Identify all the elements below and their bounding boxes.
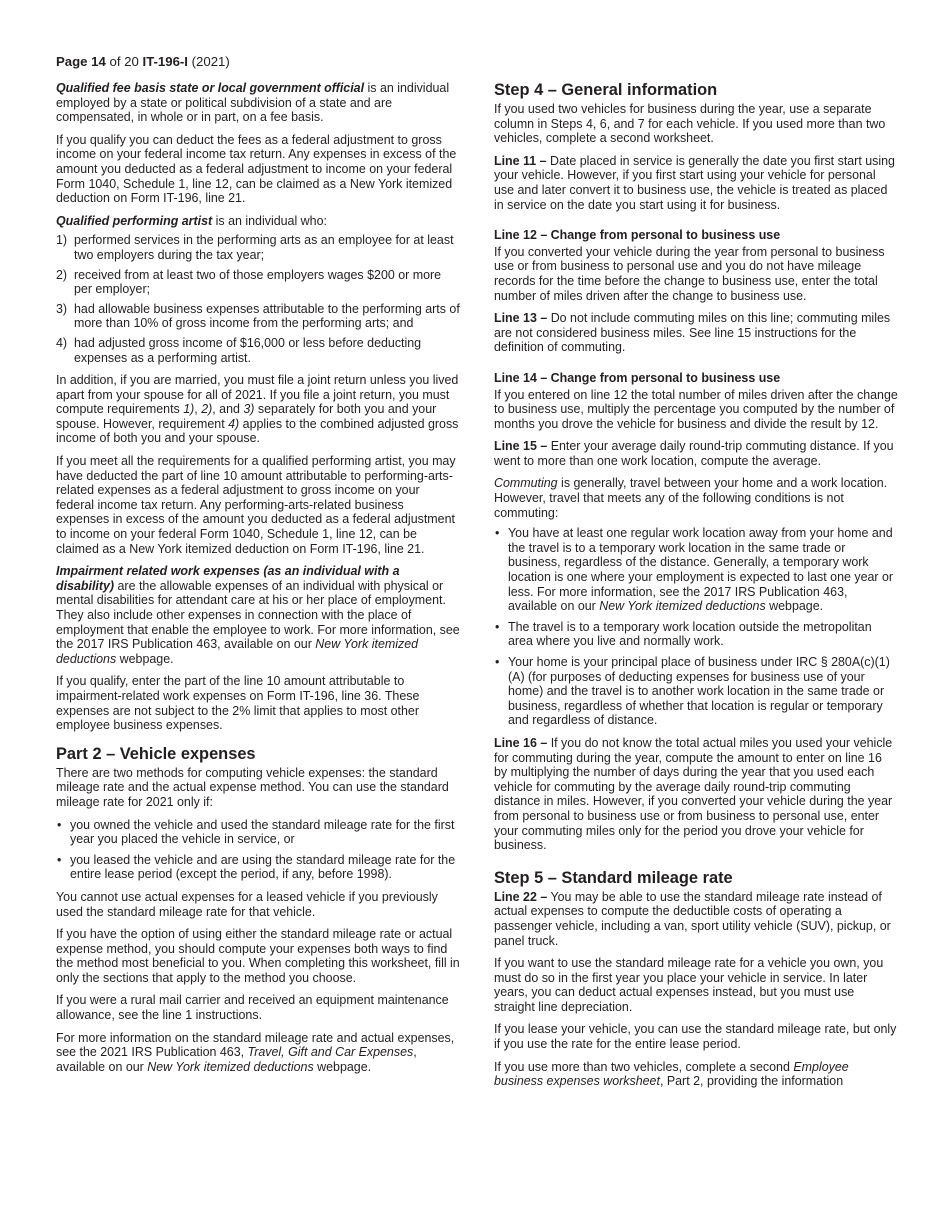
list-marker: 3) — [56, 301, 68, 316]
bullet-marker: • — [57, 817, 62, 832]
more-info-text: webpage. — [313, 1059, 372, 1074]
part2-conditions-list — [56, 818, 460, 882]
step4-intro-paragraph: If you used two vehicles for business during the year, use a separate column in Steps 4, 6, and 7 for each vehicle. If you used more than two vehicles, complete a second worksheet. — [494, 102, 886, 146]
list-marker: 2) — [56, 267, 68, 282]
form-id: IT-196-I — [142, 54, 188, 69]
married-paragraph — [56, 373, 460, 446]
line22-paragraph — [494, 890, 898, 948]
more-info-text: For more information on the standard mileage rate and actual expenses, see the 2021 IRS Publication 463, — [56, 1030, 455, 1060]
commuting-exceptions-list — [494, 526, 898, 728]
bullet-marker: • — [495, 619, 500, 634]
irwe-qualify-paragraph: If you qualify, enter the part of the line 10 amount attributable to impairment-related work expenses on Form IT-196, line 36. These expenses are not subject to the 2% limit that applies to most other employee business expenses. — [56, 674, 420, 733]
line15-paragraph — [494, 439, 898, 468]
qpa-requirements-list — [56, 233, 460, 365]
qfb-qualify-paragraph: If you qualify you can deduct the fees as a federal adjustment to gross income on your federal income tax return. Any expenses in excess of the amount you deducted as a federal adjustment to income on your federal Form 1040, Schedule 1, line 12, can be claimed as a New York itemized deduction on Form IT-196, line 21. — [56, 132, 457, 206]
list-item — [56, 336, 460, 365]
qpa-meet-paragraph: If you meet all the requirements for a qualified performing artist, you may have deducted the part of line 10 amount attributable to performing-arts-related expenses as a federal adjustment to gross income on your federal income tax return. Any performing-arts-related business expenses in excess of the amount you deducted as a federal adjustment to income on your federal Form 1040, Schedule 1, line 12, can be claimed as a New York itemized deduction on Form IT-196, line 21. — [56, 454, 456, 556]
line13-label: Line 13 – — [494, 311, 548, 326]
line16-label: Line 16 – — [494, 735, 548, 750]
more-vehicles-text: If you use more than two vehicles, complete a second — [494, 1059, 794, 1074]
list-item — [56, 853, 460, 882]
list-item-text: webpage. — [765, 599, 824, 614]
part2-heading: Part 2 – Vehicle expenses — [56, 744, 256, 763]
ny-itemized-deductions-reference: New York itemized deductions — [56, 637, 419, 666]
list-item-text: You have at least one regular work location away from your home and the travel is to a temporary work location in the same trade or business, regardless of the distance. Generally, a temporary work location is one where your employment is expected to last one year or less. For more information, see the 2017 IRS Publication 463, available on our — [508, 526, 894, 614]
qpa-text: is an individual who: — [212, 213, 327, 228]
irwe-term: Impairment related work expenses (as an individual with a disability) — [56, 564, 400, 593]
line16-paragraph — [494, 736, 898, 853]
part2-rural-paragraph: If you were a rural mail carrier and received an equipment maintenance allowance, see the line 1 instructions. — [56, 993, 449, 1023]
page-number: Page 14 — [56, 54, 106, 69]
list-item-text: Your home is your principal place of business under IRC § 280A(c)(1)(A) (for purposes of deducting expenses for business use of your home) and the travel is to another work location in the same trade or business, regardless of whether that location is regular or temporary and regardless of distance. — [508, 655, 890, 728]
part2-intro-paragraph: There are two methods for computing vehicle expenses: the standard mileage rate and the actual expense method. You can use the standard mileage rate for 2021 only if: — [56, 765, 449, 809]
part2-option-paragraph: If you have the option of using either the standard mileage rate or actual expense method, you should compute your expenses both ways to find the method most beneficial to you. When completing this worksheet, fill in only the sections that apply to the method you choose. — [56, 927, 460, 985]
married-text: separately for both you and your spouse. However, requirement — [56, 402, 437, 431]
requirement-ref: 2) — [201, 402, 213, 417]
list-item — [56, 818, 460, 847]
step4-heading: Step 4 – General information — [494, 81, 718, 99]
line15-label: Line 15 – — [494, 439, 548, 454]
requirement-ref: 3) — [243, 402, 255, 417]
qpa-paragraph — [56, 214, 460, 229]
publication-title: Travel, Gift and Car Expenses — [247, 1045, 414, 1060]
list-item — [56, 233, 460, 262]
right-column — [494, 79, 898, 1097]
qfb-text: is an individual employed by a state or political subdivision of a state and are compensated, in whole or in part, on a fee basis. — [56, 81, 450, 125]
irwe-text: are the allowable expenses of an individual with physical or mental disabilities for attendant care at his or her place of employment. They also include other expenses in connection with the place of employment that enable the employee to work. For more information, see the 2017 IRS Publication 463, available on our — [56, 578, 460, 652]
more-vehicles-text: , Part 2, providing the information — [659, 1074, 844, 1089]
list-item — [494, 655, 898, 728]
ny-itemized-deductions-reference: New York itemized deductions — [147, 1059, 314, 1074]
list-marker: 1) — [56, 233, 68, 248]
worksheet-title: Employee business expenses worksheet — [494, 1059, 849, 1089]
line22-label: Line 22 – — [494, 889, 548, 904]
left-column — [56, 81, 460, 1082]
married-text: In addition, if you are married, you must file a joint return unless you lived apart from your spouse for all of 2021. If you file a joint return, you must compute requirements — [56, 373, 459, 417]
form-year: (2021) — [187, 54, 230, 69]
married-text: applies to the combined adjusted gross income of both you and your spouse. — [56, 416, 459, 446]
list-item-text: had allowable business expenses attributable to the performing arts of more than 10% of gross income from the performing arts; and — [74, 301, 460, 331]
list-item — [56, 268, 460, 297]
page-total: of 20 — [105, 54, 143, 69]
requirement-ref: 1) — [183, 402, 195, 417]
list-item-text: you leased the vehicle and are using the standard mileage rate for the entire lease period (except the period, if any, before 1998). — [70, 852, 456, 882]
ny-itemized-deductions-reference: New York itemized deductions — [599, 599, 766, 614]
list-item-text: performed services in the performing arts as an employee for at least two employers during the tax year; — [74, 233, 454, 262]
line16-text: If you do not know the total actual miles you used your vehicle for commuting during the year, compute the amount to enter on line 16 by multiplying the number of days during the year that you used each vehicle for commuting by the average daily round-trip commuting distance in miles. However, if you converted your vehicle during the year from personal to business use or from business to personal use, enter your commuting miles only for the period you drove your vehicle for business. — [494, 735, 893, 853]
married-text: , — [194, 402, 202, 417]
part2-more-info-paragraph — [56, 1031, 460, 1075]
requirement-ref: 4) — [228, 416, 240, 431]
page-header — [56, 54, 230, 70]
more-info-text: , available on our — [56, 1045, 417, 1074]
list-item-text: The travel is to a temporary work location outside the metropolitan area where you live and normally work. — [508, 619, 872, 649]
line13-text: Do not include commuting miles on this line; commuting miles are not considered business miles. See line 15 instructions for the definition of commuting. — [494, 311, 891, 355]
commuting-paragraph — [494, 476, 898, 520]
commuting-text: is generally, travel between your home and a work location. However, travel that meets any of the following conditions is not commuting: — [494, 476, 888, 520]
step5-own-paragraph: If you want to use the standard mileage rate for a vehicle you own, you must do so in the first year you place your vehicle in service. In later years, you can deduct actual expenses instead, but you must use straight line depreciation. — [494, 956, 884, 1014]
line13-paragraph — [494, 311, 898, 355]
list-item-text: you owned the vehicle and used the standard mileage rate for the first year you placed the vehicle in service, or — [70, 817, 455, 847]
list-item — [494, 620, 898, 649]
step5-lease-paragraph: If you lease your vehicle, you can use the standard mileage rate, but only if you use the rate for the entire lease period. — [494, 1022, 897, 1052]
qpa-term: Qualified performing artist — [56, 213, 213, 228]
step5-more-vehicles-paragraph — [494, 1060, 898, 1089]
irwe-paragraph — [56, 564, 460, 666]
line14-paragraph: If you entered on line 12 the total number of miles driven after the change to business use, multiply the percentage you computed by the number of months you drove the vehicle for business and divide the result by 12. — [494, 387, 898, 431]
bullet-marker: • — [495, 526, 500, 541]
line12-heading: Line 12 – Change from personal to business use — [494, 228, 781, 243]
commuting-term: Commuting — [494, 476, 558, 491]
irwe-text-end: webpage. — [116, 651, 174, 666]
line11-text: Date placed in service is generally the date you first start using your vehicle. However, if you first start using your vehicle for personal use and later convert it to business use, the vehicle is treated as placed in service on the date you start using it for business. — [494, 153, 895, 212]
bullet-marker: • — [495, 655, 500, 669]
part2-leased-paragraph: You cannot use actual expenses for a leased vehicle if you previously used the standard mileage rate for that vehicle. — [56, 889, 438, 919]
line15-text: Enter your average daily round-trip commuting distance. If you went to more than one work location, compute the average. — [494, 439, 894, 468]
line22-text: You may be able to use the standard mileage rate instead of actual expenses to compute the deductible costs of operating a passenger vehicle, including a van, sport utility vehicle (SUV), pickup, or panel truck. — [494, 889, 891, 948]
list-item-text: received from at least two of those employers wages $200 or more per employer; — [74, 267, 442, 297]
married-text: , and — [212, 402, 244, 417]
list-marker: 4) — [56, 335, 68, 350]
qfb-paragraph — [56, 81, 460, 125]
line11-label: Line 11 – — [494, 153, 547, 168]
step5-heading: Step 5 – Standard mileage rate — [494, 868, 733, 887]
line12-paragraph: If you converted your vehicle during the year from personal to business use or from business to personal use and you do not have mileage records for the time before the change to business use, enter the total number of miles driven after the change to business use. — [494, 244, 885, 303]
list-item — [494, 526, 898, 614]
list-item — [56, 302, 460, 331]
qfb-term: Qualified fee basis state or local government official — [56, 81, 365, 95]
list-item-text: had adjusted gross income of $16,000 or less before deducting expenses as a performing artist. — [74, 335, 422, 365]
bullet-marker: • — [57, 852, 62, 867]
line11-paragraph — [494, 154, 898, 212]
line14-heading: Line 14 – Change from personal to business use — [494, 370, 781, 385]
